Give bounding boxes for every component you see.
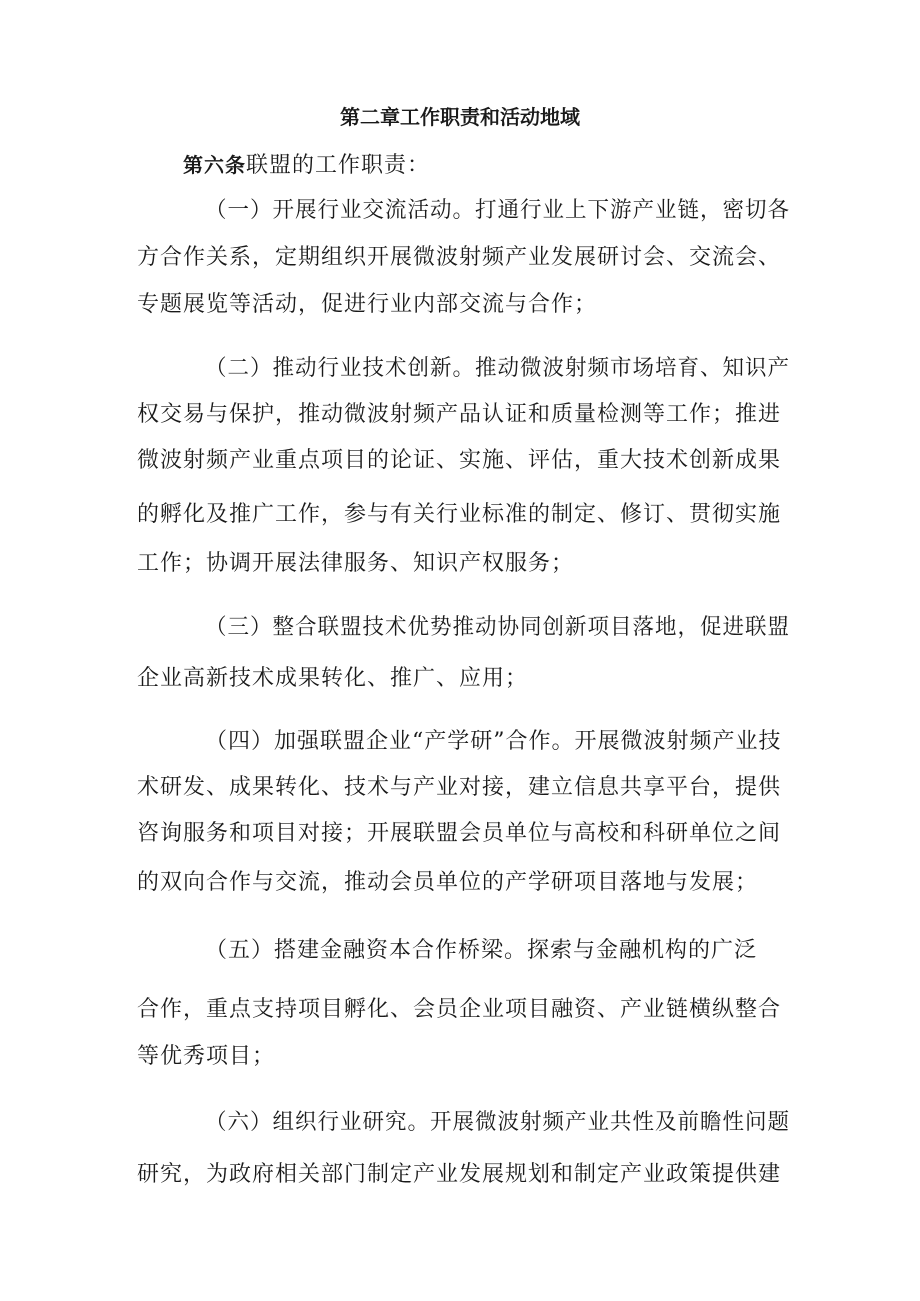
article-heading-text: 联盟的工作职责： [246,153,431,178]
chapter-title: 第二章工作职责和活动地域 [340,105,580,129]
paragraph-6-line-2: 研究，为政府相关部门制定产业发展规划和制定产业政策提供建 [137,1162,782,1187]
paragraph-1-line-3: 专题展览等活动，促进行业内部交流与合作； [137,292,598,317]
paragraph-2-line-1: （二）推动行业技术创新。推动微波射频市场培育、知识产 [205,356,791,381]
paragraph-3-line-2: 企业高新技术成果转化、推广、应用； [137,666,529,691]
paragraph-4-line-4: 的双向合作与交流，推动会员单位的产学研项目落地与发展； [137,870,759,895]
paragraph-1-line-1: （一）开展行业交流活动。打通行业上下游产业链，密切各 [205,198,791,223]
paragraph-2-line-4: 的孵化及推广工作，参与有关行业标准的制定、修订、贯彻实施 [137,502,782,527]
paragraph-4-line-2: 术研发、成果转化、技术与产业对接，建立信息共享平台，提供 [137,775,782,800]
paragraph-5-line-3: 等优秀项目； [137,1044,276,1069]
paragraph-3-line-1: （三）整合联盟技术优势推动协同创新项目落地，促进联盟 [205,615,791,640]
article-heading-line [183,150,430,181]
paragraph-5-line-1: （五）搭建金融资本合作桥梁。探索与金融机构的广泛 [205,938,758,963]
paragraph-2-line-5: 工作；协调开展法律服务、知识产权服务； [137,551,575,576]
paragraph-1-line-2: 方合作关系，定期组织开展微波射频产业发展研讨会、交流会、 [137,245,782,270]
paragraph-5-line-2: 合作，重点支持项目孵化、会员企业项目融资、产业链横纵整合 [137,997,782,1022]
paragraph-2-line-2: 权交易与保护，推动微波射频产品认证和质量检测等工作；推进 [137,402,782,427]
paragraph-2-line-3: 微波射频产业重点项目的论证、实施、评估，重大技术创新成果 [137,448,782,473]
paragraph-4-line-1: （四）加强联盟企业“产学研”合作。开展微波射频产业技 [205,729,782,754]
paragraph-4-line-3: 咨询服务和项目对接；开展联盟会员单位与高校和科研单位之间 [137,821,782,846]
article-number: 第六条 [183,153,246,177]
paragraph-6-line-1: （六）组织行业研究。开展微波射频产业共性及前瞻性问题 [205,1110,791,1135]
